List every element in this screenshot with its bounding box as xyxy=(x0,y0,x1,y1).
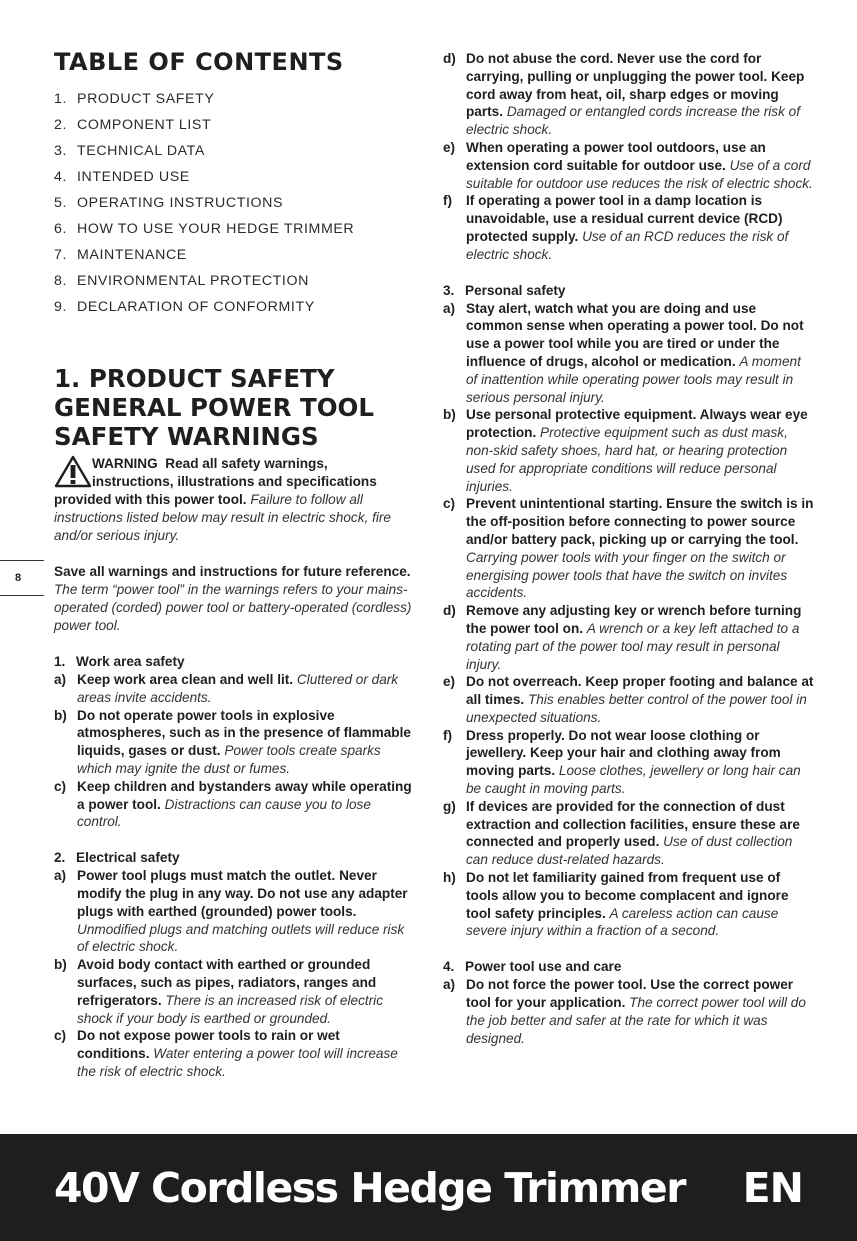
list-item xyxy=(443,50,815,139)
list-item-label: c) xyxy=(443,496,456,512)
list-item-bold: Do not force the power tool. Use the correct power tool for your application. xyxy=(466,977,794,1011)
list-item-bold: Power tool plugs must match the outlet. Never modify the plug in any way. Do not use any adapter plugs with earthed (grounded) power tools. xyxy=(77,868,408,919)
toc-item-number: 2. xyxy=(54,117,68,133)
section-heading-line: SAFETY WARNINGS xyxy=(54,422,319,451)
toc-title: TABLE OF CONTENTS xyxy=(54,48,344,76)
list-item-italic: Carrying power tools with your finger on the switch or energising power tools that have the switch on invites accidents. xyxy=(466,549,788,601)
list-item-bold: Remove any adjusting key or wrench before turning the power tool on. xyxy=(466,603,802,636)
toc-item xyxy=(54,294,414,320)
list-item-italic: Use of a cord suitable for outdoor use reduces the risk of electric shock. xyxy=(466,157,813,191)
section-heading-line: 1. PRODUCT SAFETY xyxy=(54,364,335,393)
list-item xyxy=(443,869,815,940)
list-item-label: a) xyxy=(443,300,456,316)
toc-item xyxy=(54,86,414,112)
list-item-italic: A moment of inattention while operating power tools may result in serious personal injury. xyxy=(466,353,801,405)
toc-item xyxy=(54,268,414,294)
list-item-label: f) xyxy=(443,193,453,209)
list-item xyxy=(54,1027,414,1080)
toc-item-number: 7. xyxy=(54,247,68,263)
subsection-number: 1. xyxy=(54,654,66,669)
toc-item xyxy=(54,216,414,242)
list-item-italic: Cluttered or dark areas invite accidents. xyxy=(77,672,399,705)
list-item-bold: Do not operate power tools in explosive atmospheres, such as in the presence of flammable liquids, gases or dust. xyxy=(77,707,411,759)
list-item-bold: Use personal protective equipment. Always wear eye protection. xyxy=(466,407,808,441)
list-item-italic: Distractions can cause you to lose control. xyxy=(77,796,371,830)
list-item-bold: If operating a power tool in a damp location is unavoidable, use a residual current device (RCD) protected supply. xyxy=(466,193,783,244)
list-item xyxy=(54,956,414,1027)
list-item-label: d) xyxy=(443,51,456,66)
warning-text xyxy=(54,455,414,473)
list-item-label: d) xyxy=(443,603,456,619)
subsection-number: 4. xyxy=(443,959,455,975)
toc-item-number: 1. xyxy=(54,91,68,107)
subsection-title-text: Power tool use and care xyxy=(465,959,622,975)
list-item-italic: This enables better control of the power tool in unexpected situations. xyxy=(466,692,807,725)
toc-item-label: DECLARATION OF CONFORMITY xyxy=(77,299,315,315)
list-item xyxy=(443,727,815,798)
list-item-italic: Power tools create sparks which may ignite the dust or fumes. xyxy=(77,743,381,776)
warning-line-1: Read all safety warnings, xyxy=(165,456,328,471)
warning-line-2: instructions, illustrations and specifications xyxy=(92,474,377,489)
list-item-label: f) xyxy=(443,727,453,743)
list-item-bold: Do not expose power tools to rain or wet conditions. xyxy=(77,1028,340,1062)
list-item xyxy=(443,300,815,407)
toc-item-label: INTENDED USE xyxy=(77,169,190,185)
toc-item xyxy=(54,164,414,190)
list-item-label: g) xyxy=(443,798,456,814)
toc-item xyxy=(54,138,414,164)
page-number-tab xyxy=(0,560,44,596)
warning-italic: Failure to follow all instructions listed below may result in electric shock, fire and/or serious injury. xyxy=(54,492,391,543)
list-item-label: b) xyxy=(443,407,456,423)
list-item xyxy=(443,976,815,1047)
toc-item-number: 5. xyxy=(54,195,68,211)
section-heading xyxy=(54,364,414,451)
subsection-title xyxy=(443,282,815,300)
subsection-number: 3. xyxy=(443,282,455,298)
list-item-bold: Avoid body contact with earthed or grounded surfaces, such as pipes, radiators, ranges and refrigerators. xyxy=(77,957,377,1008)
subsection-title-text: Work area safety xyxy=(76,654,185,669)
list-item-bold: When operating a power tool outdoors, use an extension cord suitable for outdoor use. xyxy=(466,139,766,173)
subsection-title-text: Electrical safety xyxy=(76,850,180,866)
list-item xyxy=(443,139,815,192)
footer-bar xyxy=(0,1134,857,1241)
list-item-label: c) xyxy=(54,1028,67,1044)
toc-item xyxy=(54,190,414,216)
list-item-label: a) xyxy=(54,868,67,884)
list-item-label: h) xyxy=(443,870,456,886)
toc-item-number: 8. xyxy=(54,273,68,289)
footer-product-title: 40V Cordless Hedge Trimmer xyxy=(54,1164,685,1212)
list-item-italic: A careless action can cause severe injury within a fraction of a second. xyxy=(466,905,779,939)
list-item-italic: Protective equipment such as dust mask, non-skid safety shoes, hard hat, or hearing protection used for appropriate conditions will reduce personal injuries. xyxy=(466,425,788,494)
list-item-italic: A wrench or a key left attached to a rotating part of the power tool may result in personal injury. xyxy=(466,620,800,672)
toc-item-number: 6. xyxy=(54,221,68,237)
warning-word: WARNING xyxy=(92,456,158,471)
subsection-title xyxy=(54,849,414,867)
list-item-italic: Use of dust collection can reduce dust-related hazards. xyxy=(466,834,793,868)
list-item-label: c) xyxy=(54,778,67,794)
toc-item-number: 3. xyxy=(54,143,68,159)
page-number: 8 xyxy=(14,572,22,584)
section-heading-line: GENERAL POWER TOOL xyxy=(54,393,374,422)
list-item-italic: The correct power tool will do the job better and safer at the rate for which it was designed. xyxy=(466,995,806,1046)
warning-block xyxy=(54,455,414,545)
toc-item-number: 4. xyxy=(54,169,68,185)
toc-item xyxy=(54,242,414,268)
list-item-bold: Dress properly. Do not wear loose clothing or jewellery. Keep your hair and clothing away from moving parts. xyxy=(466,727,781,779)
subsection-title xyxy=(443,958,815,976)
list-item-bold: Stay alert, watch what you are doing and use common sense when operating a power tool. Do not use a power tool while you are tired or under the influence of drugs, alcohol or medication. xyxy=(466,300,804,369)
toc-item-number: 9. xyxy=(54,299,68,315)
toc-list xyxy=(54,86,414,320)
list-item-bold: Do not let familiarity gained from frequent use of tools allow you to become complacent and ignore tool safety principles. xyxy=(466,870,789,921)
subsection-title xyxy=(54,653,414,671)
list-item xyxy=(443,495,815,602)
toc-item-label: COMPONENT LIST xyxy=(77,117,212,133)
list-item-bold: If devices are provided for the connection of dust extraction and collection facilities, ensure these are connected and properly used. xyxy=(466,798,800,850)
toc-item-label: HOW TO USE YOUR HEDGE TRIMMER xyxy=(77,221,355,237)
warning-line-3 xyxy=(54,491,414,545)
list-item xyxy=(443,798,815,869)
list-item-bold: Prevent unintentional starting. Ensure the switch is in the off-position before connecting to power source and/or battery pack, picking up or carrying the tool. xyxy=(466,496,814,547)
list-item-label: e) xyxy=(443,674,456,690)
list-item-bold: Do not abuse the cord. Never use the cord for carrying, pulling or unplugging the power tool. Keep cord away from heat, oil, sharp edges or moving parts. xyxy=(466,51,805,120)
subsection-number: 2. xyxy=(54,850,66,866)
toc-item xyxy=(54,112,414,138)
list-item xyxy=(54,867,414,956)
list-item-label: a) xyxy=(443,977,456,993)
left-column xyxy=(54,48,414,1081)
list-item xyxy=(443,192,815,263)
list-item xyxy=(443,406,815,495)
list-item-italic: There is an increased risk of electric shock if your body is earthed or grounded. xyxy=(77,992,383,1026)
list-item-label: b) xyxy=(54,957,67,973)
list-item-bold: Keep children and bystanders away while operating a power tool. xyxy=(77,778,412,812)
save-instructions: Save all warnings and instructions for future reference. xyxy=(54,564,411,579)
power-tool-definition: The term “power tool” in the warnings refers to your mains-operated (corded) power tool or battery-operated (cordless) power tool. xyxy=(54,582,412,633)
footer-language-code: EN xyxy=(742,1164,803,1212)
list-item xyxy=(54,671,414,707)
list-item-italic: Damaged or entangled cords increase the risk of electric shock. xyxy=(466,104,800,138)
list-item xyxy=(54,778,414,831)
list-item xyxy=(443,602,815,673)
toc-item-label: OPERATING INSTRUCTIONS xyxy=(77,195,284,211)
right-column xyxy=(443,50,815,1047)
toc-item-label: ENVIRONMENTAL PROTECTION xyxy=(77,273,309,289)
toc-item-label: TECHNICAL DATA xyxy=(77,143,205,159)
list-item xyxy=(54,707,414,778)
warning-line-3-bold: provided with this power tool. xyxy=(54,492,247,507)
list-item-italic: Water entering a power tool will increase the risk of electric shock. xyxy=(77,1046,398,1079)
list-item-italic: Loose clothes, jewellery or long hair can be caught in moving parts. xyxy=(466,763,801,797)
list-item-label: e) xyxy=(443,139,456,155)
list-item-italic: Unmodified plugs and matching outlets will reduce risk of electric shock. xyxy=(77,921,405,955)
warning-icon xyxy=(54,455,92,489)
subsection-title-text: Personal safety xyxy=(465,282,566,298)
toc-item-label: MAINTENANCE xyxy=(77,247,187,263)
list-item-bold: Do not overreach. Keep proper footing and balance at all times. xyxy=(466,674,814,708)
list-item-label: b) xyxy=(54,707,67,723)
list-item-bold: Keep work area clean and well lit. xyxy=(77,672,294,687)
toc-item-label: PRODUCT SAFETY xyxy=(77,91,215,107)
list-item xyxy=(443,673,815,726)
list-item-italic: Use of an RCD reduces the risk of electric shock. xyxy=(466,228,789,262)
list-item-label: a) xyxy=(54,672,67,687)
